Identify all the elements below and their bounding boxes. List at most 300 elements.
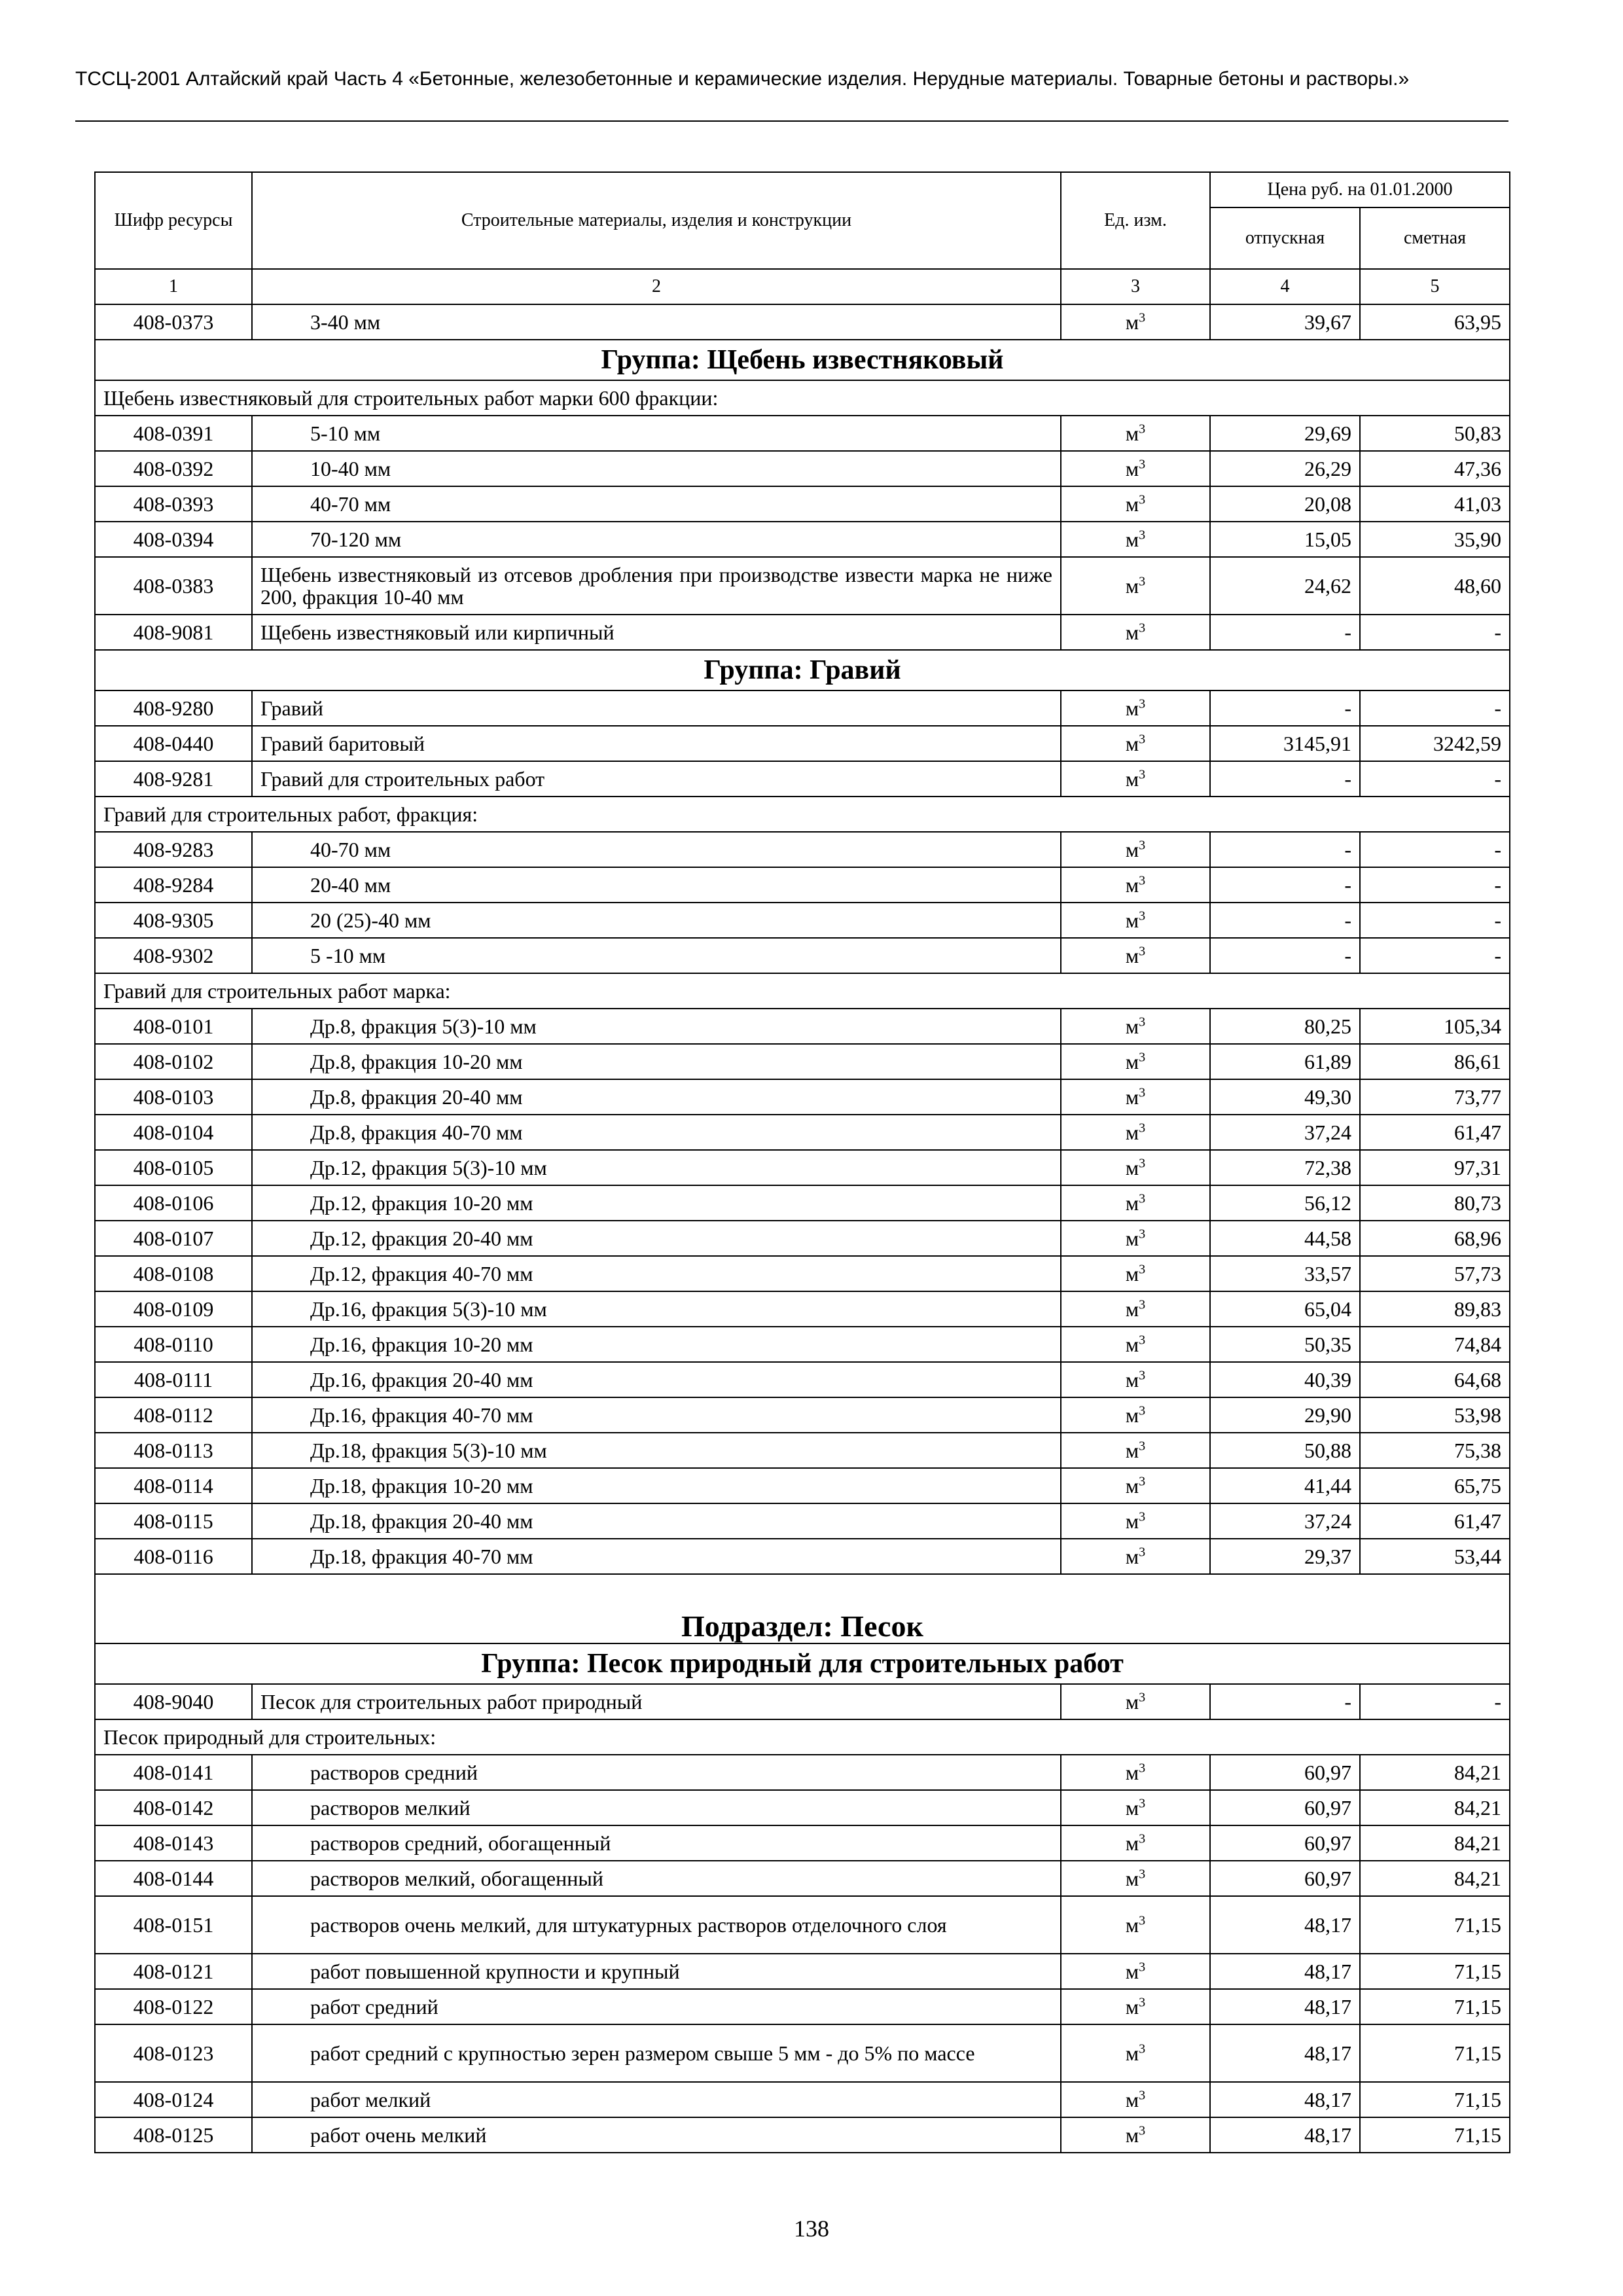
unit-exponent: 3: [1139, 732, 1146, 747]
unit-base: м: [1125, 1867, 1139, 1890]
table-row: [95, 1790, 1510, 1825]
unit-cell: [1061, 1185, 1210, 1221]
release-price: 48,17: [1210, 2024, 1360, 2082]
release-price: 49,30: [1210, 1079, 1360, 1115]
material-name: Гравий баритовый: [252, 726, 1061, 761]
unit-cell: [1061, 1115, 1210, 1150]
unit-exponent: 3: [1139, 1796, 1146, 1811]
material-name: Др.18, фракция 10-20 мм: [252, 1468, 1061, 1503]
resource-code: 408-0122: [95, 1989, 252, 2024]
table-row: [95, 1539, 1510, 1574]
release-price: 60,97: [1210, 1790, 1360, 1825]
header-divider: [75, 120, 1508, 122]
release-price: 39,67: [1210, 304, 1360, 340]
estimate-price: 84,21: [1360, 1790, 1510, 1825]
unit-exponent: 3: [1139, 1297, 1146, 1312]
material-name: Др.16, фракция 5(3)-10 мм: [252, 1291, 1061, 1327]
release-price: 29,37: [1210, 1539, 1360, 1574]
unit-exponent: 3: [1139, 2123, 1146, 2138]
unit-base: м: [1125, 310, 1139, 334]
table-row: [95, 1684, 1510, 1719]
unit-exponent: 3: [1139, 2088, 1146, 2103]
column-header-code: Шифр ресурсы: [95, 172, 252, 269]
resource-code: 408-0144: [95, 1861, 252, 1896]
category-label-row: [95, 1719, 1510, 1755]
estimate-price: 47,36: [1360, 451, 1510, 486]
estimate-price: 48,60: [1360, 557, 1510, 615]
unit-cell: [1061, 1896, 1210, 1954]
table-row: [95, 832, 1510, 867]
unit-exponent: 3: [1139, 492, 1146, 507]
resource-code: 408-0113: [95, 1433, 252, 1468]
estimate-price: 35,90: [1360, 522, 1510, 557]
unit-cell: [1061, 304, 1210, 340]
estimate-price: 84,21: [1360, 1755, 1510, 1790]
material-name: Щебень известняковый или кирпичный: [252, 615, 1061, 650]
unit-cell: [1061, 557, 1210, 615]
release-price: -: [1210, 1684, 1360, 1719]
unit-base: м: [1125, 1474, 1139, 1498]
release-price: 50,88: [1210, 1433, 1360, 1468]
estimate-price: 97,31: [1360, 1150, 1510, 1185]
category-label-row: [95, 380, 1510, 416]
release-price: 24,62: [1210, 557, 1360, 615]
subsection-heading: Подраздел: Песок: [95, 1574, 1510, 1643]
release-price: 60,97: [1210, 1825, 1360, 1861]
table-row: [95, 1009, 1510, 1044]
unit-cell: [1061, 1539, 1210, 1574]
material-name: Др.8, фракция 5(3)-10 мм: [252, 1009, 1061, 1044]
column-number-row: [95, 269, 1510, 304]
unit-exponent: 3: [1139, 1014, 1146, 1030]
unit-base: м: [1125, 574, 1139, 598]
unit-exponent: 3: [1139, 1227, 1146, 1242]
resource-code: 408-0102: [95, 1044, 252, 1079]
resource-code: 408-0103: [95, 1079, 252, 1115]
unit-cell: [1061, 1327, 1210, 1362]
table-row: [95, 726, 1510, 761]
estimate-price: 64,68: [1360, 1362, 1510, 1397]
material-name: 5 -10 мм: [252, 938, 1061, 973]
estimate-price: 86,61: [1360, 1044, 1510, 1079]
release-price: 33,57: [1210, 1256, 1360, 1291]
unit-exponent: 3: [1139, 1191, 1146, 1206]
unit-base: м: [1125, 1796, 1139, 1820]
release-price: 65,04: [1210, 1291, 1360, 1327]
group-heading-row: [95, 1643, 1510, 1684]
resource-code: 408-0373: [95, 304, 252, 340]
table-row: [95, 1397, 1510, 1433]
resource-code: 408-0142: [95, 1790, 252, 1825]
estimate-price: 71,15: [1360, 2024, 1510, 2082]
resource-code: 408-0123: [95, 2024, 252, 2082]
table-row: [95, 1468, 1510, 1503]
unit-cell: [1061, 1256, 1210, 1291]
release-price: 48,17: [1210, 2117, 1360, 2153]
column-header-release-price: отпускная: [1210, 207, 1360, 269]
table-row: [95, 1079, 1510, 1115]
unit-base: м: [1125, 422, 1139, 445]
unit-cell: [1061, 867, 1210, 903]
unit-base: м: [1125, 1545, 1139, 1568]
unit-cell: [1061, 1221, 1210, 1256]
material-name: растворов средний, обогащенный: [252, 1825, 1061, 1861]
unit-cell: [1061, 691, 1210, 726]
unit-exponent: 3: [1139, 1867, 1146, 1882]
unit-exponent: 3: [1139, 908, 1146, 924]
category-label-row: [95, 797, 1510, 832]
estimate-price: -: [1360, 867, 1510, 903]
material-name: Др.16, фракция 20-40 мм: [252, 1362, 1061, 1397]
page-number: 138: [794, 2215, 829, 2242]
column-number: 4: [1210, 269, 1360, 304]
material-name: растворов мелкий, обогащенный: [252, 1861, 1061, 1896]
unit-cell: [1061, 1790, 1210, 1825]
estimate-price: -: [1360, 903, 1510, 938]
estimate-price: 84,21: [1360, 1861, 1510, 1896]
material-name: Песок для строительных работ природный: [252, 1684, 1061, 1719]
material-name: Др.16, фракция 40-70 мм: [252, 1397, 1061, 1433]
resource-code: 408-0121: [95, 1954, 252, 1989]
unit-base: м: [1125, 1831, 1139, 1855]
material-name: 3-40 мм: [252, 304, 1061, 340]
material-name: 20 (25)-40 мм: [252, 903, 1061, 938]
table-row: [95, 1150, 1510, 1185]
table-row: [95, 522, 1510, 557]
unit-cell: [1061, 1362, 1210, 1397]
unit-base: м: [1125, 1121, 1139, 1144]
unit-cell: [1061, 522, 1210, 557]
unit-cell: [1061, 903, 1210, 938]
unit-cell: [1061, 1503, 1210, 1539]
unit-base: м: [1125, 873, 1139, 897]
table-row: [95, 615, 1510, 650]
resource-code: 408-0393: [95, 486, 252, 522]
unit-base: м: [1125, 1085, 1139, 1109]
resource-code: 408-9280: [95, 691, 252, 726]
unit-base: м: [1125, 1262, 1139, 1285]
resource-code: 408-0383: [95, 557, 252, 615]
unit-base: м: [1125, 1333, 1139, 1356]
estimate-price: 89,83: [1360, 1291, 1510, 1327]
unit-base: м: [1125, 1050, 1139, 1073]
release-price: 20,08: [1210, 486, 1360, 522]
unit-base: м: [1125, 2123, 1139, 2147]
subsection-heading-row: [95, 1574, 1510, 1643]
estimate-price: 71,15: [1360, 2117, 1510, 2153]
resource-code: 408-0105: [95, 1150, 252, 1185]
resource-code: 408-0392: [95, 451, 252, 486]
table-row: [95, 938, 1510, 973]
resource-code: 408-9081: [95, 615, 252, 650]
unit-base: м: [1125, 1690, 1139, 1713]
unit-base: м: [1125, 620, 1139, 644]
material-name: 40-70 мм: [252, 832, 1061, 867]
table-row: [95, 1755, 1510, 1790]
unit-base: м: [1125, 457, 1139, 480]
resource-code: 408-0107: [95, 1221, 252, 1256]
estimate-price: 41,03: [1360, 486, 1510, 522]
estimate-price: -: [1360, 761, 1510, 797]
group-heading-row: [95, 340, 1510, 380]
material-name: Др.18, фракция 20-40 мм: [252, 1503, 1061, 1539]
estimate-price: 68,96: [1360, 1221, 1510, 1256]
unit-cell: [1061, 2117, 1210, 2153]
estimate-price: 84,21: [1360, 1825, 1510, 1861]
resource-code: 408-0116: [95, 1539, 252, 1574]
release-price: 48,17: [1210, 1896, 1360, 1954]
material-name: работ средний: [252, 1989, 1061, 2024]
material-name: работ повышенной крупности и крупный: [252, 1954, 1061, 1989]
estimate-price: -: [1360, 1684, 1510, 1719]
unit-base: м: [1125, 1960, 1139, 1983]
resource-code: 408-9283: [95, 832, 252, 867]
column-header-name: Строительные материалы, изделия и конструкции: [252, 172, 1061, 269]
material-name: Др.18, фракция 40-70 мм: [252, 1539, 1061, 1574]
release-price: 60,97: [1210, 1861, 1360, 1896]
unit-cell: [1061, 761, 1210, 797]
material-name: работ средний с крупностью зерен размером свыше 5 мм - до 5% по массе: [252, 2024, 1061, 2082]
unit-base: м: [1125, 1156, 1139, 1179]
release-price: 29,90: [1210, 1397, 1360, 1433]
release-price: 50,35: [1210, 1327, 1360, 1362]
release-price: 72,38: [1210, 1150, 1360, 1185]
release-price: -: [1210, 938, 1360, 973]
material-name: работ мелкий: [252, 2082, 1061, 2117]
table-row: [95, 1433, 1510, 1468]
resource-code: 408-0440: [95, 726, 252, 761]
table-row: [95, 691, 1510, 726]
unit-base: м: [1125, 1403, 1139, 1427]
material-name: 40-70 мм: [252, 486, 1061, 522]
table-row: [95, 1861, 1510, 1896]
release-price: -: [1210, 691, 1360, 726]
unit-base: м: [1125, 528, 1139, 551]
resource-code: 408-9040: [95, 1684, 252, 1719]
category-label: Песок природный для строительных:: [95, 1719, 1510, 1755]
release-price: 29,69: [1210, 416, 1360, 451]
unit-base: м: [1125, 2041, 1139, 2065]
unit-exponent: 3: [1139, 310, 1146, 325]
estimate-price: 3242,59: [1360, 726, 1510, 761]
unit-exponent: 3: [1139, 1368, 1146, 1383]
table-body: [95, 304, 1510, 2153]
estimate-price: 50,83: [1360, 416, 1510, 451]
estimate-price: 105,34: [1360, 1009, 1510, 1044]
resource-code: 408-0112: [95, 1397, 252, 1433]
unit-cell: [1061, 1861, 1210, 1896]
table-row: [95, 1825, 1510, 1861]
unit-cell: [1061, 2024, 1210, 2082]
unit-exponent: 3: [1139, 1474, 1146, 1489]
unit-base: м: [1125, 1368, 1139, 1391]
resource-code: 408-0106: [95, 1185, 252, 1221]
material-name: Гравий для строительных работ: [252, 761, 1061, 797]
release-price: 40,39: [1210, 1362, 1360, 1397]
estimate-price: 71,15: [1360, 1989, 1510, 2024]
material-name: 5-10 мм: [252, 416, 1061, 451]
table-row: [95, 761, 1510, 797]
unit-exponent: 3: [1139, 1085, 1146, 1100]
unit-exponent: 3: [1139, 1403, 1146, 1418]
table-row: [95, 557, 1510, 615]
release-price: 61,89: [1210, 1044, 1360, 1079]
table-row: [95, 1221, 1510, 1256]
unit-base: м: [1125, 838, 1139, 861]
unit-exponent: 3: [1139, 1913, 1146, 1928]
unit-cell: [1061, 451, 1210, 486]
release-price: 80,25: [1210, 1009, 1360, 1044]
unit-base: м: [1125, 1439, 1139, 1462]
column-number: 2: [252, 269, 1061, 304]
material-name: Др.8, фракция 40-70 мм: [252, 1115, 1061, 1150]
estimate-price: 63,95: [1360, 304, 1510, 340]
page-header: ТССЦ-2001 Алтайский край Часть 4 «Бетонные, железобетонные и керамические изделия. Нерудные материалы. Товарные бетоны и растворы.»: [75, 68, 1410, 90]
material-name: 20-40 мм: [252, 867, 1061, 903]
material-name: растворов мелкий: [252, 1790, 1061, 1825]
estimate-price: 61,47: [1360, 1115, 1510, 1150]
table-row: [95, 903, 1510, 938]
material-name: Гравий: [252, 691, 1061, 726]
unit-base: м: [1125, 944, 1139, 967]
column-number: 3: [1061, 269, 1210, 304]
unit-cell: [1061, 1684, 1210, 1719]
release-price: 48,17: [1210, 1954, 1360, 1989]
estimate-price: 80,73: [1360, 1185, 1510, 1221]
unit-cell: [1061, 726, 1210, 761]
unit-exponent: 3: [1139, 1439, 1146, 1454]
resource-code: 408-0110: [95, 1327, 252, 1362]
estimate-price: -: [1360, 938, 1510, 973]
release-price: 48,17: [1210, 2082, 1360, 2117]
resource-code: 408-0125: [95, 2117, 252, 2153]
unit-cell: [1061, 1468, 1210, 1503]
resource-code: 408-0101: [95, 1009, 252, 1044]
table-row: [95, 451, 1510, 486]
unit-cell: [1061, 1009, 1210, 1044]
resource-code: 408-0114: [95, 1468, 252, 1503]
unit-base: м: [1125, 1297, 1139, 1321]
unit-exponent: 3: [1139, 422, 1146, 437]
unit-exponent: 3: [1139, 574, 1146, 589]
release-price: -: [1210, 867, 1360, 903]
unit-cell: [1061, 1079, 1210, 1115]
category-label: Гравий для строительных работ марка:: [95, 973, 1510, 1009]
estimate-price: 71,15: [1360, 1954, 1510, 1989]
table-row: [95, 1954, 1510, 1989]
material-name: Др.8, фракция 10-20 мм: [252, 1044, 1061, 1079]
unit-cell: [1061, 1397, 1210, 1433]
unit-cell: [1061, 416, 1210, 451]
table-row: [95, 1896, 1510, 1954]
unit-base: м: [1125, 2088, 1139, 2111]
resource-code: 408-0391: [95, 416, 252, 451]
unit-exponent: 3: [1139, 1761, 1146, 1776]
unit-exponent: 3: [1139, 1262, 1146, 1277]
column-number: 1: [95, 269, 252, 304]
unit-exponent: 3: [1139, 767, 1146, 782]
resource-code: 408-0141: [95, 1755, 252, 1790]
unit-cell: [1061, 1291, 1210, 1327]
unit-base: м: [1125, 908, 1139, 932]
release-price: 15,05: [1210, 522, 1360, 557]
release-price: -: [1210, 615, 1360, 650]
resource-code: 408-9281: [95, 761, 252, 797]
group-heading: Группа: Щебень известняковый: [95, 340, 1510, 380]
release-price: -: [1210, 832, 1360, 867]
release-price: 48,17: [1210, 1989, 1360, 2024]
table-row: [95, 867, 1510, 903]
unit-exponent: 3: [1139, 1995, 1146, 2010]
resource-code: 408-9305: [95, 903, 252, 938]
table-row: [95, 1989, 1510, 2024]
unit-exponent: 3: [1139, 944, 1146, 959]
resource-code: 408-0124: [95, 2082, 252, 2117]
unit-base: м: [1125, 1913, 1139, 1937]
unit-base: м: [1125, 1995, 1139, 2018]
unit-exponent: 3: [1139, 620, 1146, 636]
material-name: Др.12, фракция 40-70 мм: [252, 1256, 1061, 1291]
estimate-price: -: [1360, 691, 1510, 726]
unit-base: м: [1125, 732, 1139, 755]
estimate-price: 73,77: [1360, 1079, 1510, 1115]
material-name: Др.12, фракция 20-40 мм: [252, 1221, 1061, 1256]
unit-exponent: 3: [1139, 1960, 1146, 1975]
table-header: [95, 172, 1510, 304]
resource-code: 408-0104: [95, 1115, 252, 1150]
unit-base: м: [1125, 1191, 1139, 1215]
table-row: [95, 1256, 1510, 1291]
resource-code: 408-0394: [95, 522, 252, 557]
estimate-price: 53,98: [1360, 1397, 1510, 1433]
unit-exponent: 3: [1139, 1156, 1146, 1171]
material-name: 70-120 мм: [252, 522, 1061, 557]
resource-code: 408-0151: [95, 1896, 252, 1954]
resource-code: 408-0108: [95, 1256, 252, 1291]
unit-base: м: [1125, 1761, 1139, 1784]
unit-cell: [1061, 1150, 1210, 1185]
table-row: [95, 416, 1510, 451]
release-price: 26,29: [1210, 451, 1360, 486]
unit-cell: [1061, 1825, 1210, 1861]
resource-code: 408-9284: [95, 867, 252, 903]
estimate-price: -: [1360, 615, 1510, 650]
resource-code: 408-9302: [95, 938, 252, 973]
unit-cell: [1061, 1755, 1210, 1790]
unit-base: м: [1125, 492, 1139, 516]
table-row: [95, 2117, 1510, 2153]
release-price: 37,24: [1210, 1115, 1360, 1150]
resource-code: 408-0109: [95, 1291, 252, 1327]
unit-exponent: 3: [1139, 696, 1146, 711]
release-price: 44,58: [1210, 1221, 1360, 1256]
column-header-unit: Ед. изм.: [1061, 172, 1210, 269]
estimate-price: 53,44: [1360, 1539, 1510, 1574]
group-heading: Группа: Гравий: [95, 650, 1510, 691]
unit-exponent: 3: [1139, 528, 1146, 543]
unit-cell: [1061, 1954, 1210, 1989]
unit-cell: [1061, 832, 1210, 867]
unit-cell: [1061, 615, 1210, 650]
unit-exponent: 3: [1139, 2041, 1146, 2056]
unit-exponent: 3: [1139, 873, 1146, 888]
unit-base: м: [1125, 767, 1139, 791]
unit-cell: [1061, 1044, 1210, 1079]
resource-code: 408-0111: [95, 1362, 252, 1397]
unit-base: м: [1125, 1509, 1139, 1533]
material-name: Щебень известняковый из отсевов дробления при производстве извести марка не ниже 200, фракция 10-40 мм: [252, 557, 1061, 615]
unit-exponent: 3: [1139, 1690, 1146, 1705]
